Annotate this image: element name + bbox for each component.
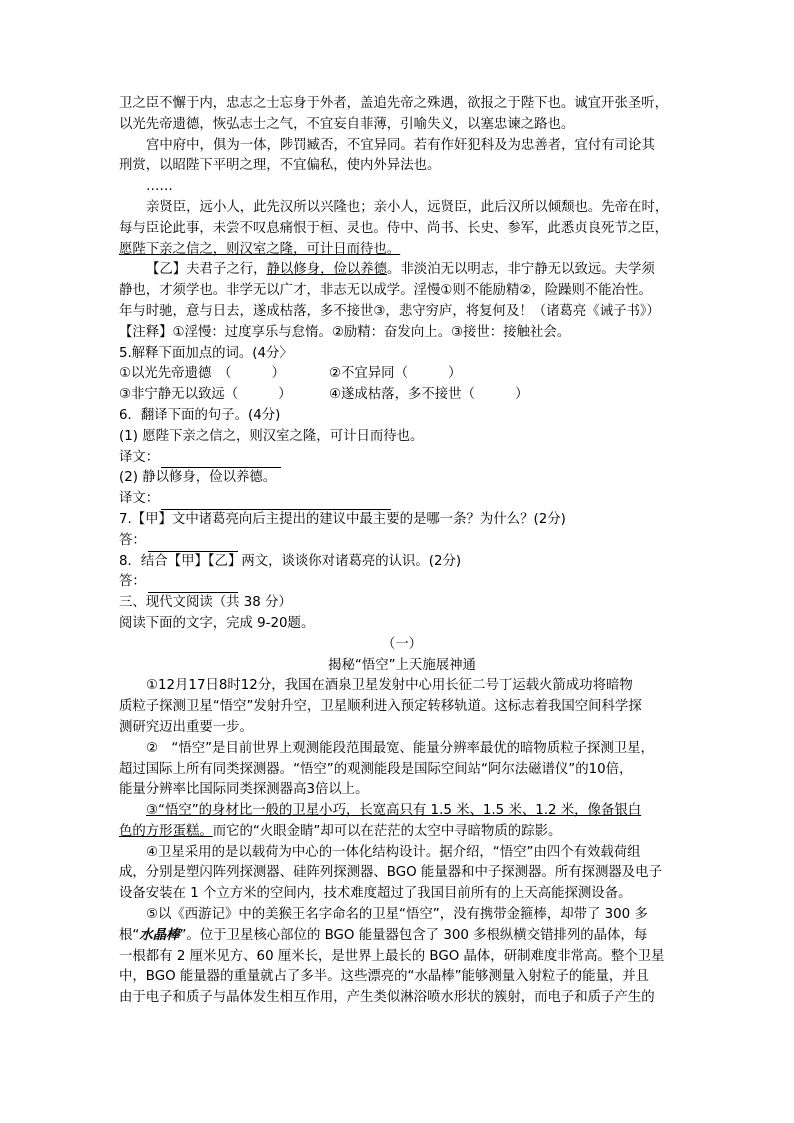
sub-question: ①以光先帝遗德 （ ） [119, 366, 285, 382]
answer-blank[interactable] [161, 495, 391, 510]
text-line: 宫中府中，俱为一体，陟罚臧否，不宜异同。若有作奸犯科及为忠善者，宜付有司论其 [146, 137, 655, 153]
question-7: 7.【甲】文中诸葛亮向后主提出的建议中最主要的是哪一条？为什么？(2分) [119, 511, 566, 527]
text-line: 刑赏，以昭陛下平明之理，不宜偏私，使内外异法也。 [119, 158, 441, 174]
paragraph-line: 成，分别是塑闪阵列探测器、硅阵列探测器、BGO 能量器和中子探测器。所有探测器及电子 [119, 865, 662, 881]
text-span: 根“ [119, 927, 140, 943]
question-6-2: (2) 静以修身，俭以养德。 [119, 470, 277, 486]
text-line: 年与时驰，意与日去，遂成枯落，多不接世③，悲守穷庐，将复何及！（诸葛亮《诫子书》） [119, 303, 660, 319]
answer-label: 答： [119, 574, 146, 590]
document-page [119, 94, 685, 1009]
text-line: 每与臣论此事，未尝不叹息痛恨于桓、灵也。侍中、尚书、长史、参军，此悉贞良死节之臣， [119, 220, 669, 236]
answer-label: 译文： [119, 449, 160, 465]
ellipsis: …… [146, 179, 173, 195]
text-span: 而它的“火眼金睛”却可以在茫茫的太空中寻暗物质的踪影。 [212, 823, 562, 839]
underlined-sentence: 静以修身，俭以养德 [266, 262, 388, 278]
paragraph-line: ④卫星采用的是以载荷为中心的一体化结构设计。据介绍，“悟空”由四个有效载荷组 [146, 844, 641, 860]
yi-text-line [119, 260, 685, 281]
underlined-sentence: 愿陛下亲之信之，则汉室之隆，可计日而待也。 [119, 241, 401, 257]
paragraph-line: 测研究迈出重要一步。 [119, 719, 253, 735]
paragraph-line: 中，BGO 能量器的重量就占了多半。这些漂亮的“水晶棒”能够测量入射粒子的能量，并且 [119, 969, 650, 985]
sub-question: ③非宁静无以致远（ ） [119, 387, 292, 403]
answer-blank[interactable] [161, 453, 281, 468]
text-span: ”。位于卫星核心部位的 BGO 能量器包含了 300 多根纵横交错排列的晶体，每 [179, 927, 648, 943]
question-5: 5.解释下面加点的词。(4分〉 [119, 345, 293, 361]
emphasized-word: 水晶棒 [139, 927, 180, 943]
paragraph-line: ⑤以《西游记》中的美猴王名字命名的卫星“悟空”，没有携带金箍棒，却带了 300 多 [146, 907, 648, 923]
answer-blank[interactable] [148, 537, 238, 552]
text-span: 【乙】夫君子之行， [146, 262, 267, 278]
text-line: 静也，才须学也。非学无以广才，非志无以成学。淫慢①则不能励精②，险躁则不能冶性。 [119, 283, 652, 299]
paragraph-line [119, 926, 685, 947]
question-6-1: (1) 愿陛下亲之信之，则汉室之隆，可计日而待也。 [119, 428, 424, 444]
paragraph-line: 质粒子探测卫星“悟空”发射升空，卫星顺利进入预定转移轨道。这标志着我国空间科学探 [119, 699, 642, 715]
question-8: 8．结合【甲】【乙】两文，谈谈你对诸葛亮的认识。(2分) [119, 553, 462, 569]
underlined-sentence: 色的方形蛋糕。 [119, 823, 213, 839]
question-6: 6．翻译下面的句子。(4分) [119, 407, 281, 423]
answer-line [119, 448, 685, 469]
annotation-note: 【注释】①淫慢：过度享乐与怠惰。②励精：奋发向上。③接世：接触社会。 [119, 324, 571, 340]
answer-line [119, 489, 685, 510]
part-number: （一） [381, 636, 423, 652]
paragraph-line: 能量分辨率比国际同类探测器高3倍以上。 [119, 782, 369, 798]
question-5-row-2 [119, 385, 685, 406]
answer-label: 译文： [119, 491, 160, 507]
underlined-sentence: ③“悟空”的身材比一般的卫星小巧，长宽高只有 1.5 米、1.5 米、1.2 米，像备银白 [146, 803, 642, 819]
text-span: 。非淡泊无以明志，非宁静无以致远。夫学须 [387, 262, 655, 278]
answer-line [119, 531, 685, 552]
paragraph-line: ①12月17日8时12分，我国在酒泉卫星发射中心用长征二号丁运载火箭成功将暗物 [146, 678, 633, 694]
answer-line [119, 572, 685, 593]
sub-question: ②不宜异同（ ） [329, 366, 462, 382]
paragraph-line: 设备安装在 1 个立方米的空间内，技术难度超过了我国目前所有的上天高能探测设备。 [119, 886, 632, 902]
text-line: 亲贤臣，远小人，此先汉所以兴隆也；亲小人，远贤臣，此后汉所以倾颓也。先帝在时， [146, 199, 669, 215]
sub-question: ④遂成枯落，多不接世（ ） [329, 387, 529, 403]
paragraph-line: 超过国际上所有同类探测器。“悟空”的观测能段是国际空间站“阿尔法磁谱仪”的10倍， [119, 761, 633, 777]
article-title: 揭秘“悟空”上天施展神通 [328, 657, 476, 673]
answer-label: 答： [119, 532, 146, 548]
paragraph-line: 一根都有 2 厘米见方、60 厘米长，是世界上最长的 BGO 晶体，研制难度非常高。整个卫星 [119, 948, 665, 964]
text-line: 卫之臣不懈于内，忠志之士忘身于外者，盖追先帝之殊遇，欲报之于陛下也。诚宜开张圣听， [119, 96, 669, 111]
paragraph-line: ② “悟空”是目前世界上观测能段范围最宽、能量分辨率最优的暗物质粒子探测卫星， [146, 740, 654, 756]
answer-blank[interactable] [148, 578, 238, 593]
text-line: 以光先帝遗德，恢弘志士之气，不宜妄自菲薄，引喻失义，以塞忠谏之路也。 [119, 116, 575, 132]
paragraph-line: 由于电子和质子与晶体发生相互作用，产生类似淋浴喷水形状的簇射，而电子和质子产生的 [119, 990, 655, 1006]
section-heading: 三、现代文阅读（共 38 分） [119, 595, 292, 611]
instruction: 阅读下面的文字，完成 9-20题。 [119, 615, 315, 631]
question-5-row-1 [119, 364, 685, 385]
paragraph-line [119, 822, 685, 843]
